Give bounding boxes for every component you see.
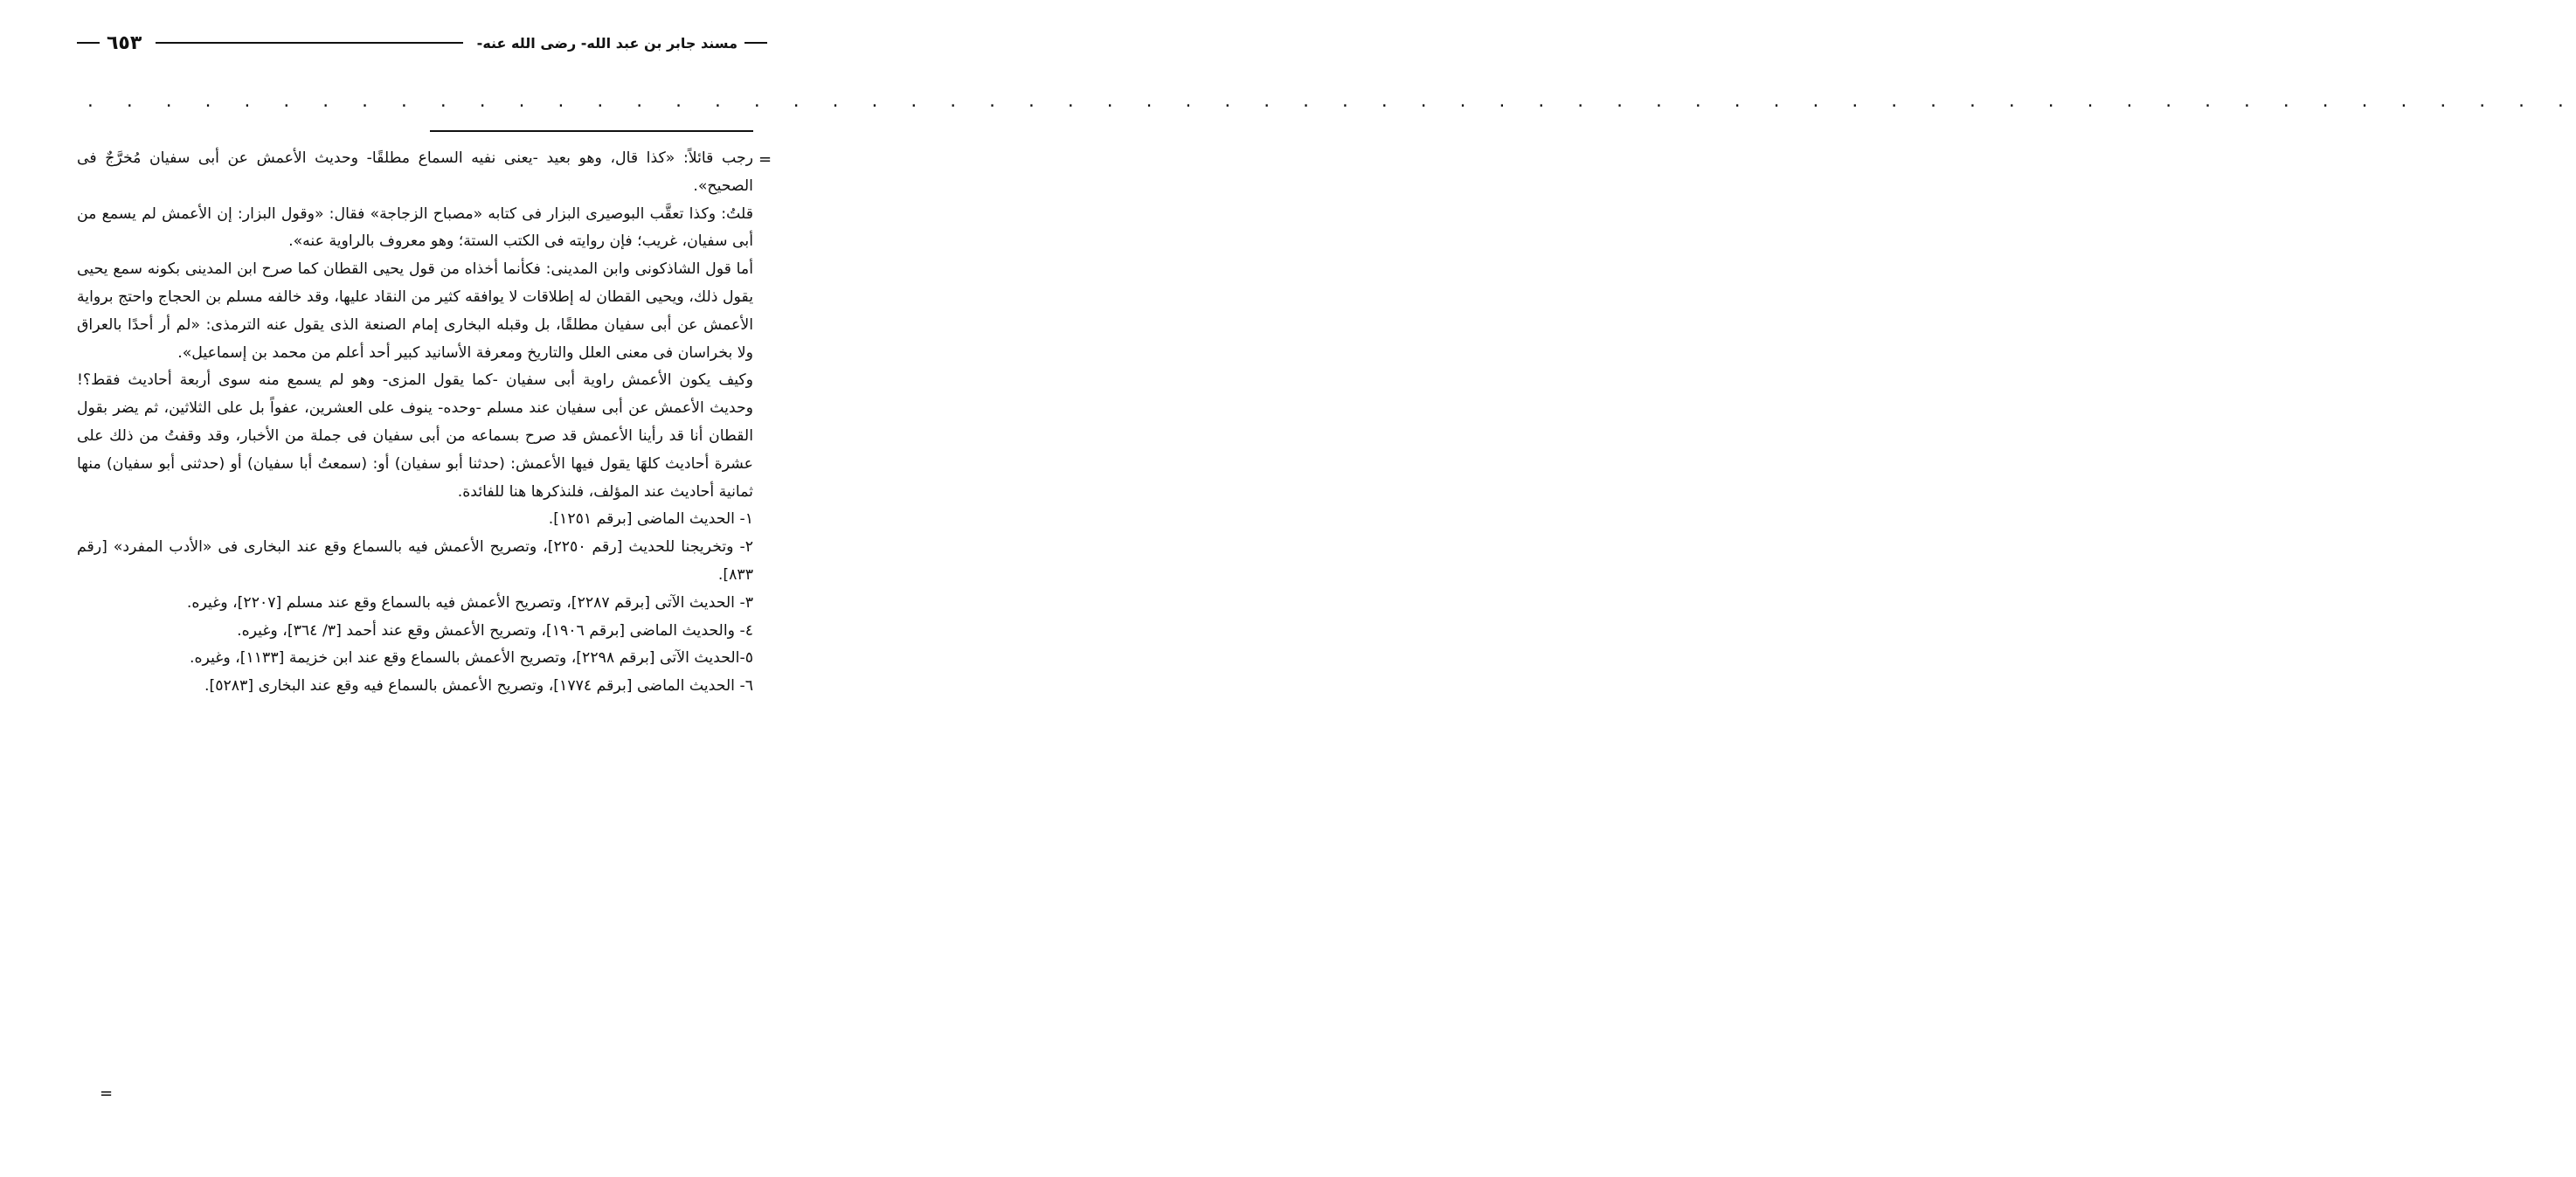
list-item: ٤- والحديث الماضى [برقم ١٩٠٦]، وتصريح الأعمش وقع عند أحمد [٣/ ٣٦٤]، وغيره.: [237, 621, 753, 640]
footnote-rule: [430, 130, 753, 132]
header-rule: [156, 42, 462, 44]
paragraph: رجب قائلاً: «كذا قال، وهو بعيد -يعنى نفيه السماع مطلقًا- وحديث الأعمش عن أبى سفيان مُخرَّجٌ فى الصحيح».: [77, 149, 753, 195]
dotted-separator: . . . . . . . . . . . . . . . . . . . . . . . . . . . . . . . . . . . . . . . . . . . . . . . . . . . . . . . . . . . . . . . .: [86, 93, 2576, 111]
list-item: ٣- الحديث الآتى [برقم ٢٢٨٧]، وتصريح الأعمش فيه بالسماع وقع عند مسلم [٢٢٠٧]، وغيره.: [186, 593, 753, 612]
footnote-text: [77, 145, 753, 701]
paragraph: وكيف يكون الأعمش راوية أبى سفيان -كما يقول المزى- وهو لم يسمع منه سوى أربعة أحاديث فقط؟! وحديث الأعمش عن أبى سفيان عند مسلم -وحده- ينوف على العشرين، عفواً بل على الثلاثين، ثم يضر بقول القطان أنا قد رأينا الأعمش قد صرح بسماعه من أبى سفيان فى جملة من الأخبار، وقد وقفتُ من ذلك على عشرة أحاديث كلهَا يقول فيها الأعمش: (حدثنا أبو سفيان) أو: (سمعتُ أبا سفيان) أو (حدثنى أبو سفيان) منها ثمانية أحاديث عند المؤلف، فلنذكرها هنا للفائدة.: [77, 371, 753, 501]
header-dash-left: [77, 42, 100, 44]
list-item: ١- الحديث الماضى [برقم ١٢٥١].: [548, 510, 753, 529]
header-dash-right: [744, 42, 767, 44]
list-item: ٢- وتخريجنا للحديث [رقم ٢٢٥٠]، وتصريح الأعمش فيه بالسماع وقع عند البخارى فى «الأدب المفرد» [رقم ٨٣٣].: [77, 538, 753, 584]
continuation-mark-end: =: [100, 1084, 114, 1103]
continuation-mark: =: [758, 150, 772, 169]
page-number: ٦٥٣: [107, 31, 142, 54]
running-header: [77, 30, 767, 56]
running-title: مسند جابر بن عبد الله- رضى الله عنه-: [476, 34, 737, 52]
list-item: ٥-الحديث الآتى [برقم ٢٢٩٨]، وتصريح الأعمش بالسماع وقع عند ابن خزيمة [١١٣٣]، وغيره.: [189, 649, 753, 668]
list-item: ٦- الحديث الماضى [برقم ١٧٧٤]، وتصريح الأعمش بالسماع فيه وقع عند البخارى [٥٢٨٣].: [204, 677, 753, 696]
paragraph: قلتُ: وكذا تعقَّب البوصيرى البزار فى كتابه «مصباح الزجاجة» فقال: «وقول البزار: إن الأعمش لم يسمع من أبى سفيان، غريب؛ فإن روايته فى الكتب الستة؛ وهو معروف بالراوية عنه».: [77, 204, 753, 251]
paragraph: أما قول الشاذكونى وابن المدينى: فكأنما أخذاه من قول يحيى القطان كما صرح ابن المدينى بكونه سمع يحيى يقول ذلك، ويحيى القطان له إطلاقات لا يوافقه كثير من النقاد عليها، وقد خالفه مسلم بن الحجاج واحتج برواية الأعمش عن أبى سفيان مطلقًا، بل وقبله البخارى إمام الصنعة الذى يقول عنه الترمذى: «لم أر أحدًا بالعراق ولا بخراسان فى معنى العلل والتاريخ ومعرفة الأسانيد كبير أحد أعلم من محمد بن إسماعيل».: [77, 260, 753, 362]
